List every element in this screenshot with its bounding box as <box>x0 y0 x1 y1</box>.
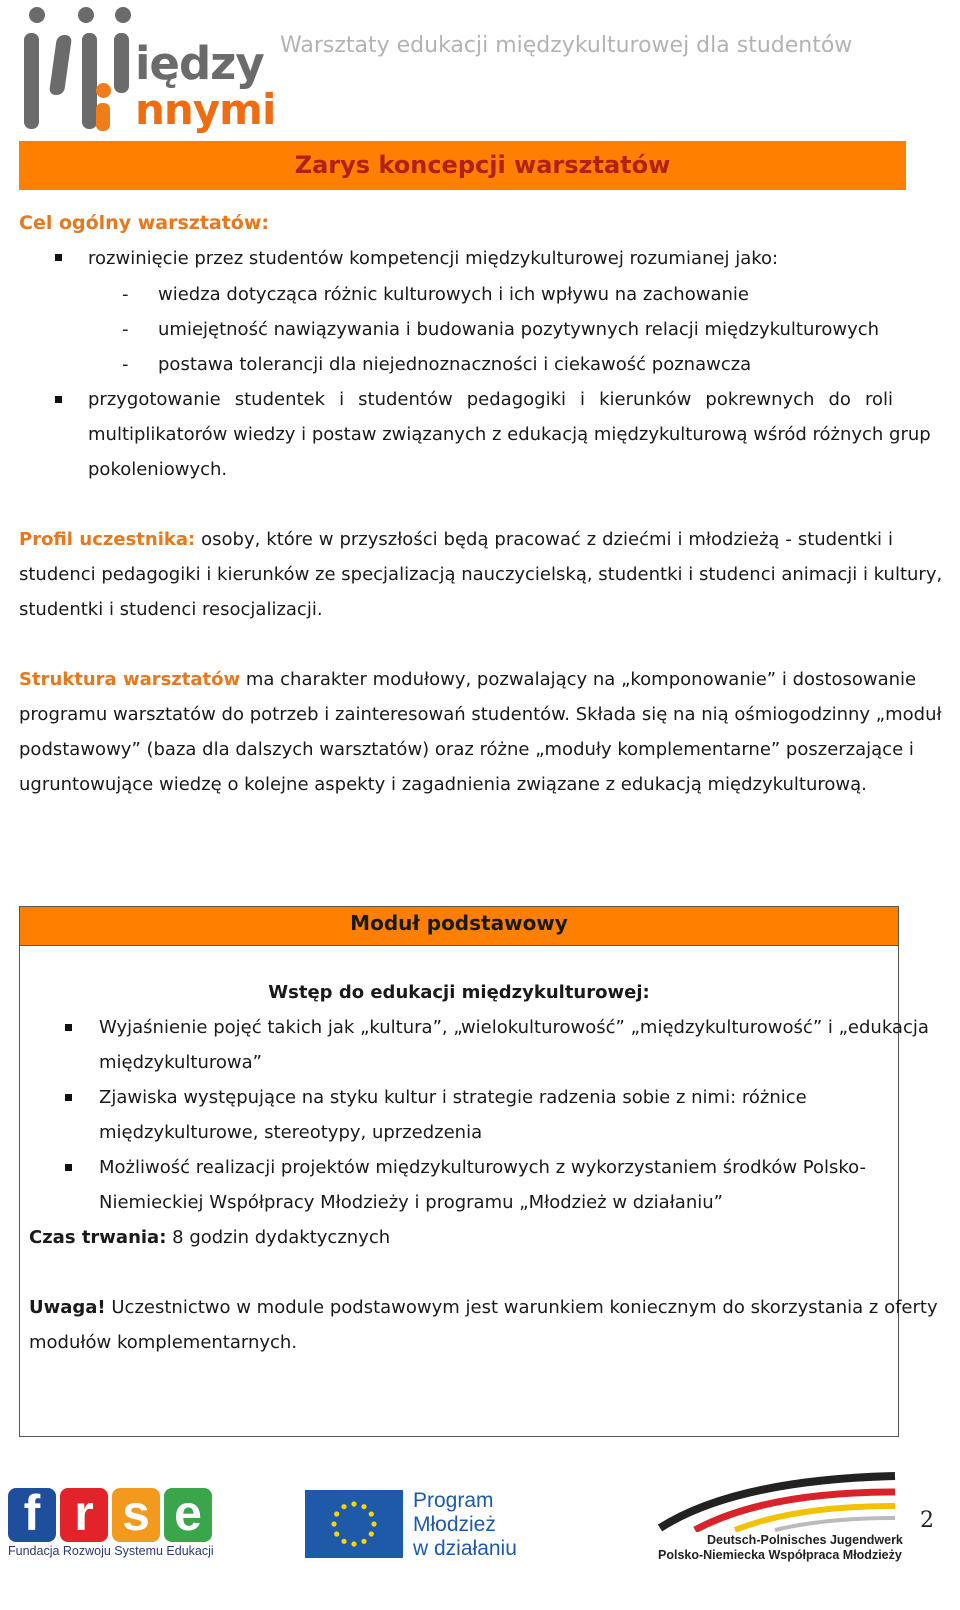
goal-sub-item: umiejętność nawiązywania i budowania pozytywnych relacji międzykulturowych <box>158 319 880 340</box>
dash-bullet-icon: - <box>122 354 129 375</box>
module-item-line: międzykulturowa” <box>99 1052 262 1073</box>
module-item-line: Niemieckiej Współpracy Młodzieży i programu „Młodzież w działaniu” <box>99 1192 723 1213</box>
structure-line: podstawowy” (baza dla dalszych warsztatów) oraz różne „moduły komplementarne” poszerzające i <box>19 739 914 760</box>
structure-text: ma charakter modułowy, pozwalający na „komponowanie” i dostosowanie <box>245 669 917 690</box>
page-title: Zarys koncepcji warsztatów <box>19 141 906 190</box>
eu-flag-icon <box>305 1490 403 1558</box>
duration-value: 8 godzin dydaktycznych <box>172 1227 391 1248</box>
module-item-line: Możliwość realizacji projektów międzykulturowych z wykorzystaniem środków Polsko- <box>99 1157 867 1178</box>
pnwm-swoosh-icon <box>655 1470 900 1532</box>
goal-sub-item: wiedza dotycząca różnic kulturowych i ich wpływu na zachowanie <box>158 284 749 305</box>
duration-line <box>29 1227 390 1248</box>
profile-line: studenci pedagogiki i kierunków ze specjalizacją nauczycielską, studentki i studenci animacji i kultury, <box>19 564 943 585</box>
logo-dot <box>115 7 131 23</box>
page-number: 2 <box>920 1508 934 1533</box>
structure-line-1 <box>19 669 917 690</box>
pnwm-text-de: Deutsch-Polnisches Jugendwerk <box>707 1533 903 1547</box>
logo-bar <box>24 33 39 129</box>
goal-heading: Cel ogólny warsztatów: <box>19 212 270 234</box>
eu-logo-line: Program <box>413 1489 494 1512</box>
eu-logo-line: w działaniu <box>413 1537 517 1560</box>
pnwm-logo <box>655 1470 903 1565</box>
goal-bullet-2-line: pokoleniowych. <box>88 459 228 480</box>
note-line: modułów komplementarnych. <box>29 1332 298 1353</box>
frse-letter-tile: r <box>60 1488 108 1542</box>
goal-sub-item: postawa tolerancji dla niejednoznaczności i ciekawość poznawcza <box>158 354 752 375</box>
pnwm-text-pl: Polsko-Niemiecka Współpraca Młodzieży <box>658 1548 902 1562</box>
logo-bar <box>49 35 72 95</box>
goal-bullet-1: rozwinięcie przez studentów kompetencji międzykulturowej rozumianej jako: <box>88 248 779 269</box>
square-bullet-icon <box>65 1094 72 1101</box>
frse-letter-tile: s <box>112 1488 160 1542</box>
logo-word-innymi: nnymi <box>135 85 276 134</box>
note-label: Uwaga! <box>29 1297 106 1318</box>
square-bullet-icon <box>55 396 62 403</box>
frse-letter-tile: f <box>8 1488 56 1542</box>
module-title: Moduł podstawowy <box>19 906 899 946</box>
logo-bar-orange <box>96 103 110 131</box>
frse-logo <box>8 1485 218 1562</box>
duration-label: Czas trwania: <box>29 1227 167 1248</box>
miedzy-innymi-logo <box>20 5 276 137</box>
square-bullet-icon <box>65 1024 72 1031</box>
goal-bullet-2-line: multiplikatorów wiedzy i postaw związanych z edukacją międzykulturową wśród różnych grup <box>88 424 931 445</box>
dash-bullet-icon: - <box>122 319 129 340</box>
logo-dot <box>78 7 94 23</box>
profile-line: studentki i studenci resocjalizacji. <box>19 599 323 620</box>
logo-word-miedzy: iędzy <box>135 37 264 90</box>
structure-line: programu warsztatów do potrzeb i zainteresowań studentów. Składa się na nią ośmiogodzinny „moduł <box>19 704 942 725</box>
frse-caption: Fundacja Rozwoju Systemu Edukacji <box>8 1544 214 1558</box>
youth-in-action-logo <box>305 1490 525 1560</box>
structure-label: Struktura warsztatów <box>19 669 241 690</box>
goal-bullet-2-line: przygotowanie studentek i studentów pedagogiki i kierunków pokrewnych do roli <box>88 389 893 410</box>
logo-bar <box>82 33 97 129</box>
logo-bar <box>114 33 129 93</box>
square-bullet-icon <box>65 1164 72 1171</box>
note-line-1 <box>29 1297 938 1318</box>
note-text: Uczestnictwo w module podstawowym jest warunkiem koniecznym do skorzystania z oferty <box>111 1297 938 1318</box>
header-title: Warsztaty edukacji międzykulturowej dla studentów <box>280 33 853 58</box>
module-item-line: Zjawiska występujące na styku kultur i strategie radzenia sobie z nimi: różnice <box>99 1087 807 1108</box>
profile-text: osoby, które w przyszłości będą pracować z dziećmi i młodzieżą - studentki i <box>201 529 893 550</box>
profile-line-1 <box>19 529 893 550</box>
dash-bullet-icon: - <box>122 284 129 305</box>
profile-label: Profil uczestnika: <box>19 529 196 550</box>
module-item-line: międzykulturowe, stereotypy, uprzedzenia <box>99 1122 483 1143</box>
module-subtitle: Wstęp do edukacji międzykulturowej: <box>268 982 650 1003</box>
module-item-line: Wyjaśnienie pojęć takich jak „kultura”, „wielokulturowość” „międzykulturowość” i „edukacja <box>99 1017 929 1038</box>
frse-letter-tile: e <box>164 1488 212 1542</box>
logo-dot <box>29 7 45 23</box>
square-bullet-icon <box>55 254 62 261</box>
logo-dot-orange <box>96 83 111 98</box>
structure-line: ugruntowujące wiedzę o kolejne aspekty i zagadnienia związane z edukacją międzykulturową. <box>19 774 867 795</box>
eu-logo-line: Młodzież <box>413 1513 496 1536</box>
